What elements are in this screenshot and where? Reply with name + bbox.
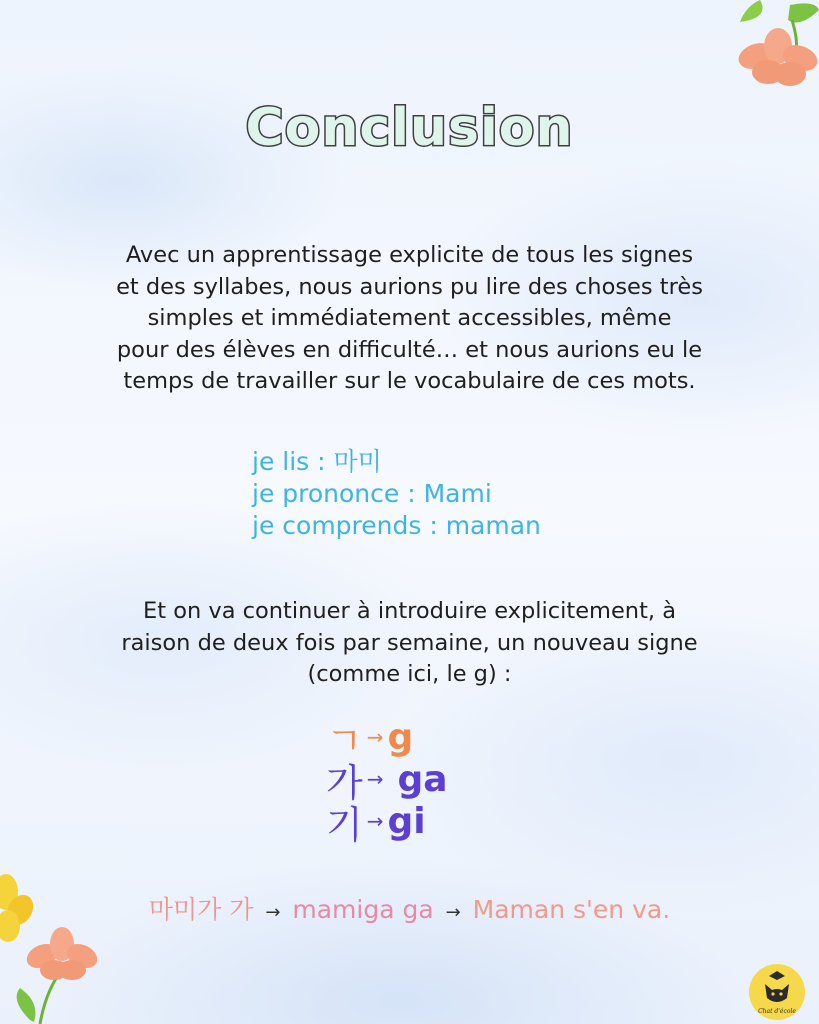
intro-line: et des syllabes, nous aurions pu lire des choses très (116, 273, 703, 300)
reading-step-pronounce: je prononce : Mami (252, 479, 492, 508)
page-title: Conclusion (245, 98, 574, 158)
latin-sound: gi (387, 800, 426, 842)
korean-syllable: 가 (326, 760, 363, 805)
latin-sound: g (387, 716, 414, 758)
korean-syllable: 기 (326, 802, 363, 847)
sign-examples (326, 716, 526, 847)
latin-sound: ga (397, 758, 448, 800)
leaf-icon (17, 988, 36, 1022)
reading-step-read: je lis : 마미 (252, 447, 382, 476)
continue-line: (comme ici, le g) : (307, 661, 512, 687)
intro-line: pour des élèves en difficulté… et nous aurions eu le (116, 336, 703, 363)
svg-text:Chat d'école: Chat d'école (758, 1008, 796, 1015)
pink-flower-icon (23, 927, 101, 980)
flower-icon (735, 28, 819, 86)
final-sentence (0, 890, 819, 926)
flower-decoration-top-right (700, 0, 819, 100)
reading-step-understand: je comprends : maman (252, 511, 541, 540)
arrow-icon: → (366, 767, 384, 791)
sign-row-gi (326, 800, 526, 847)
leaf-icon (788, 3, 819, 22)
intro-paragraph (70, 240, 749, 398)
chat-decole-logo (749, 964, 805, 1020)
cat-graduate-icon (749, 964, 805, 1020)
korean-sign: ㄱ (326, 718, 363, 763)
continue-line: Et on va continuer à introduire explicitement, à (143, 598, 676, 624)
intro-line: temps de travailler sur le vocabulaire de ces mots. (123, 368, 696, 394)
intro-line: Avec un apprentissage explicite de tous les signes (125, 242, 694, 268)
final-korean: 마미가 가 (148, 895, 254, 924)
reading-steps (252, 446, 712, 542)
continue-paragraph (80, 596, 739, 691)
intro-line: simples et immédiatement accessibles, même (147, 305, 672, 331)
arrow-icon: → (366, 725, 384, 749)
leaf-icon (740, 0, 763, 22)
arrow-icon: → (265, 902, 281, 923)
continue-line: raison de deux fois par semaine, un nouveau signe (121, 629, 698, 656)
final-romanized: mamiga ga (292, 895, 434, 924)
final-translation: Maman s'en va. (472, 895, 671, 924)
arrow-icon: → (445, 902, 461, 923)
arrow-icon: → (366, 809, 384, 833)
